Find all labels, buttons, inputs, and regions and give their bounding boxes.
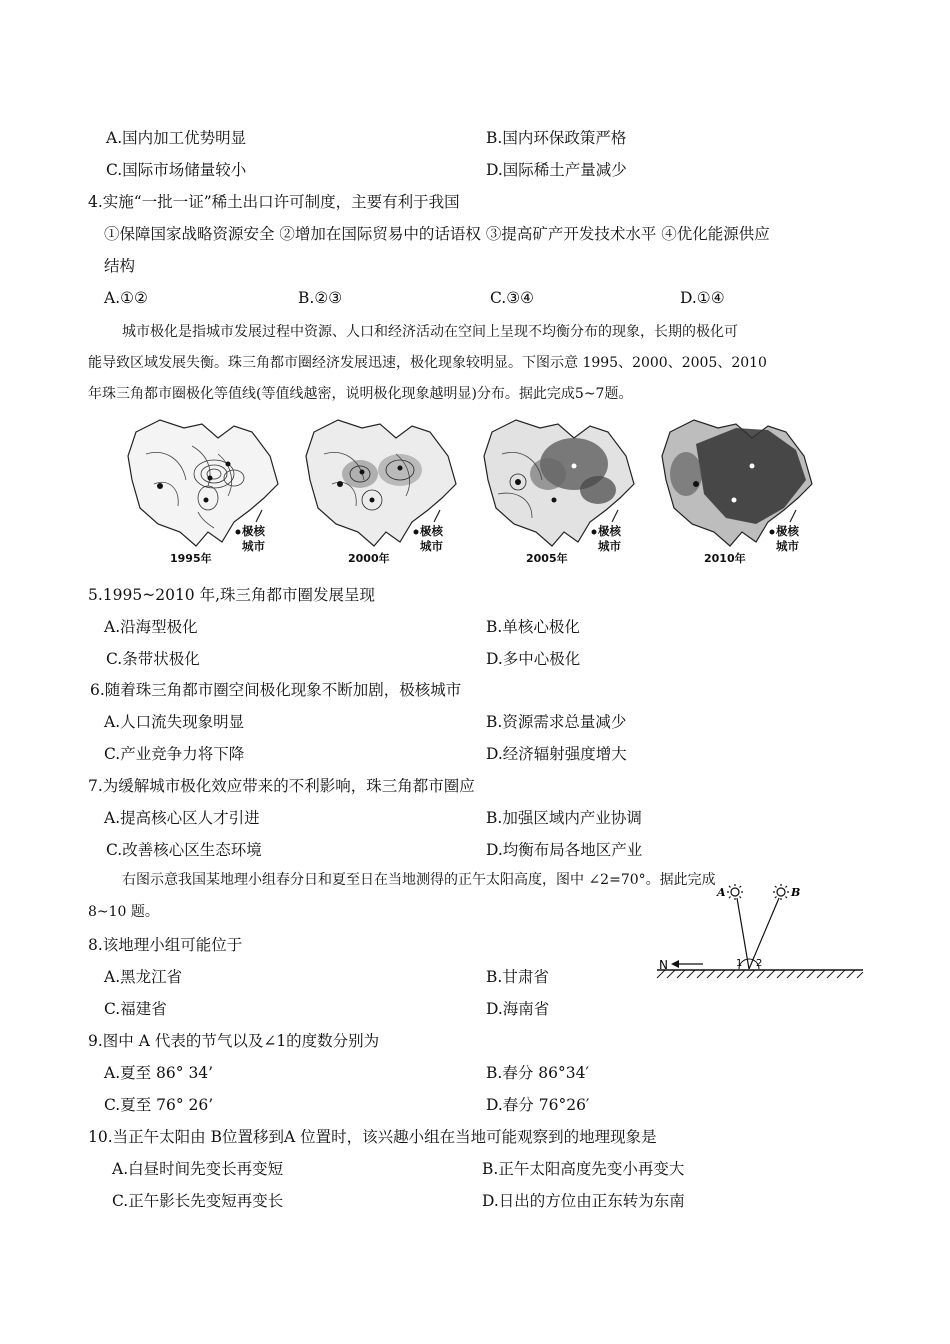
q4-items: ①保障国家战略资源安全 ②增加在国际贸易中的话语权 ③提高矿产开发技术水平 ④优化能源供应 [104, 225, 770, 243]
q9-option-d: D.春分 76°26′ [486, 1096, 590, 1114]
q5-option-d: D.多中心极化 [486, 650, 581, 668]
q4-option-c: C.③④ [490, 289, 535, 307]
q7-option-d: D.均衡布局各地区产业 [486, 841, 643, 859]
sun-altitude-graphic [655, 882, 865, 992]
sun-b-label: B [791, 886, 801, 899]
q6-option-b: B.资源需求总量减少 [486, 713, 627, 731]
core-label-line2: 城市 [598, 539, 621, 553]
q8-option-b: B.甘肃省 [486, 968, 549, 986]
q6-stem: 6.随着珠三角都市圈空间极化现象不断加剧，极核城市 [90, 681, 462, 699]
core-label-line1: 极核 [420, 524, 443, 538]
q7-option-b: B.加强区域内产业协调 [486, 809, 642, 827]
q4-stem: 4.实施“一批一证”稀土出口许可制度，主要有利于我国 [88, 193, 460, 211]
passage2-line2: 8~10 题。 [88, 904, 159, 920]
q9-option-b: B.春分 86°34′ [486, 1064, 589, 1082]
q9-option-a: A.夏至 86° 34’ [104, 1064, 214, 1082]
q5-option-c: C.条带状极化 [106, 650, 200, 668]
q8-option-a: A.黑龙江省 [104, 968, 183, 986]
map-2000-year: 2000年 [348, 552, 390, 565]
q10-option-c: C.正午影长先变短再变长 [112, 1192, 284, 1210]
angle-2-label: 2 [756, 958, 763, 969]
q10-option-d: D.日出的方位由正东转为东南 [482, 1192, 685, 1210]
q8-option-c: C.福建省 [104, 1000, 167, 1018]
map-1995-year: 1995年 [170, 552, 212, 565]
angle-1-label: 1 [736, 958, 743, 969]
north-label: N [659, 958, 668, 972]
q3-option-b: B.国内环保政策严格 [486, 129, 627, 147]
q9-option-c: C.夏至 76° 26’ [104, 1096, 214, 1114]
map-2000 [300, 414, 470, 574]
q7-option-a: A.提高核心区人才引进 [104, 809, 260, 827]
map-2010 [656, 414, 826, 574]
q4-option-a: A.①② [104, 289, 148, 307]
sun-a-label: A [717, 886, 726, 899]
core-label-line1: 极核 [598, 524, 621, 538]
q6-option-d: D.经济辐射强度增大 [486, 745, 627, 763]
q4-items-cont: 结构 [104, 257, 136, 275]
polarization-maps [122, 414, 822, 574]
q3-option-a: A.国内加工优势明显 [106, 129, 247, 147]
map-2000-core-label [420, 524, 443, 554]
q6-option-a: A.人口流失现象明显 [104, 713, 245, 731]
q10-option-a: A.白昼时间先变长再变短 [112, 1160, 284, 1178]
sun-b-icon [773, 884, 789, 900]
map-2010-core-label [776, 524, 799, 554]
q5-option-b: B.单核心极化 [486, 618, 580, 636]
map-2005-year: 2005年 [526, 552, 568, 565]
q4-option-b: B.②③ [298, 289, 343, 307]
q3-option-d: D.国际稀土产量减少 [486, 161, 627, 179]
map-2010-year: 2010年 [704, 552, 746, 565]
q5-option-a: A.沿海型极化 [104, 618, 198, 636]
q8-stem: 8.该地理小组可能位于 [88, 936, 243, 954]
map-2005-core-label [598, 524, 621, 554]
core-label-line1: 极核 [776, 524, 799, 538]
q7-stem: 7.为缓解城市极化效应带来的不利影响，珠三角都市圈应 [88, 777, 475, 795]
q10-option-b: B.正午太阳高度先变小再变大 [482, 1160, 685, 1178]
passage2-line1: 右图示意我国某地理小组春分日和夏至日在当地测得的正午太阳高度，图中 ∠2=70°。据此完成 [122, 872, 716, 888]
q6-option-c: C.产业竞争力将下降 [104, 745, 245, 763]
sun-altitude-diagram [655, 882, 865, 992]
core-label-line2: 城市 [420, 539, 443, 553]
q10-stem: 10.当正午太阳由 B位置移到A 位置时，该兴趣小组在当地可能观察到的地理现象是 [88, 1128, 657, 1146]
map-1995 [122, 414, 292, 574]
sun-a-icon [727, 884, 743, 900]
map-2005 [478, 414, 648, 574]
q3-option-c: C.国际市场储量较小 [106, 161, 247, 179]
passage1-line1: 城市极化是指城市发展过程中资源、人口和经济活动在空间上呈现不均衡分布的现象，长期的极化可 [122, 324, 738, 340]
q5-stem: 5.1995~2010 年,珠三角都市圈发展呈现 [88, 586, 376, 604]
passage1-line3: 年珠三角都市圈极化等值线(等值线越密，说明极化现象越明显)分布。据此完成5~7题。 [88, 386, 633, 402]
q8-option-d: D.海南省 [486, 1000, 550, 1018]
core-label-line2: 城市 [776, 539, 799, 553]
q4-option-d: D.①④ [680, 289, 725, 307]
core-label-line2: 城市 [242, 539, 265, 553]
q7-option-c: C.改善核心区生态环境 [106, 841, 262, 859]
passage1-line2: 能导致区域发展失衡。珠三角都市圈经济发展迅速，极化现象较明显。下图示意 1995、2000、2005、2010 [88, 355, 767, 371]
q9-stem: 9.图中 A 代表的节气以及∠1的度数分别为 [88, 1032, 380, 1050]
core-label-line1: 极核 [242, 524, 265, 538]
map-1995-core-label [242, 524, 265, 554]
